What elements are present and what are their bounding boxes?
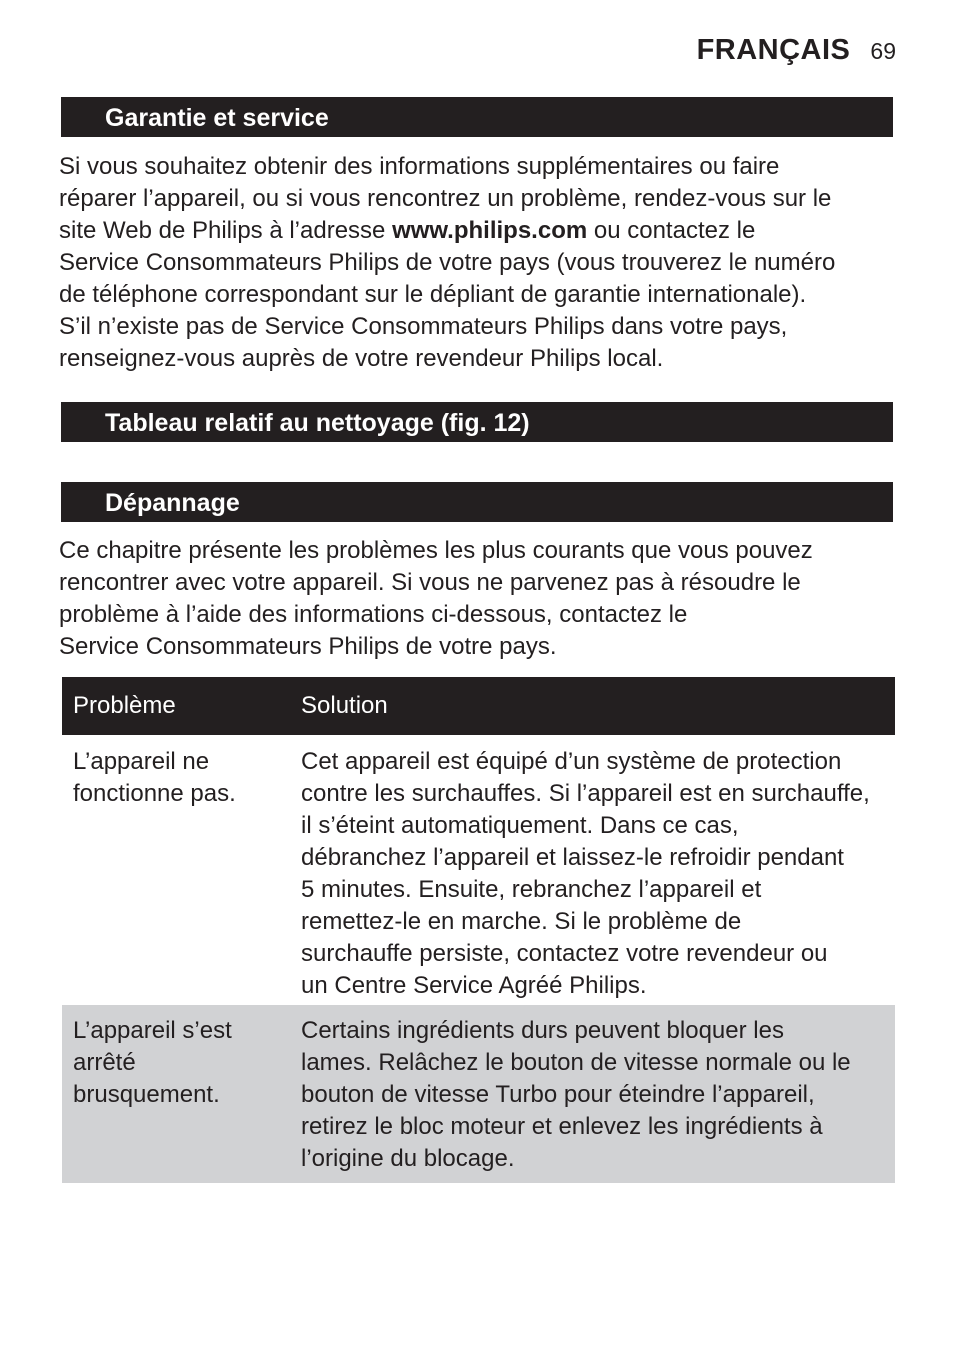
- section-heading-cleaning-table: Tableau relatif au nettoyage (fig. 12): [61, 402, 893, 442]
- philips-website-link[interactable]: www.philips.com: [392, 217, 588, 244]
- table-header: [62, 677, 895, 735]
- language-label: FRANÇAIS: [696, 34, 851, 66]
- warranty-paragraph: [59, 151, 899, 375]
- section-heading-warranty: Garantie et service: [61, 97, 893, 137]
- troubleshooting-intro: Ce chapitre présente les problèmes les plus courants que vous pouvez rencontrer avec votre appareil. Si vous ne parvenez pas à résoudre le problème à l’aide des informations ci-dessous, contactez le Service Consommateurs Philips de votre pays.: [59, 537, 813, 660]
- troubleshooting-table: [62, 677, 895, 1183]
- warranty-text-start: Si vous souhaitez obtenir des informations supplémentaires ou faire réparer l’appareil, ou si vous rencontrez un problème, rendez-vous sur le site Web de Philips à l’adresse: [59, 153, 832, 244]
- header-problem: Problème: [73, 692, 176, 719]
- problem-cell: L’appareil ne fonctionne pas.: [73, 748, 236, 807]
- page-header: [697, 34, 896, 67]
- table-row: [62, 1005, 895, 1183]
- solution-cell: Cet appareil est équipé d’un système de protection contre les surchauffes. Si l’appareil est en surchauffe, il s’éteint automatiquement. Dans ce cas, débranchez l’appareil et laissez-le refroidir pendant 5 minutes. Ensuite, rebranchez l’appareil et remettez-le en marche. Si le problème de surchauffe persiste, contactez votre revendeur ou un Centre Service Agréé Philips.: [301, 748, 870, 999]
- problem-cell: L’appareil s’est arrêté brusquement.: [73, 1017, 232, 1108]
- page-number: 69: [870, 38, 896, 64]
- table-row: [62, 735, 895, 1005]
- header-solution: Solution: [301, 692, 388, 719]
- solution-cell: Certains ingrédients durs peuvent bloquer les lames. Relâchez le bouton de vitesse normale ou le bouton de vitesse Turbo pour éteindre l’appareil, retirez le bloc moteur et enlevez les ingrédients à l’origine du blocage.: [301, 1017, 851, 1172]
- warranty-text-end: ou contactez le Service Consommateurs Philips de votre pays (vous trouverez le numéro de téléphone correspondant sur le dépliant de garantie internationale). S’il n’existe pas de Service Consommateurs Philips dans votre pays, renseignez-vous auprès de votre revendeur Philips local.: [59, 217, 836, 372]
- section-heading-troubleshooting: Dépannage: [61, 482, 893, 522]
